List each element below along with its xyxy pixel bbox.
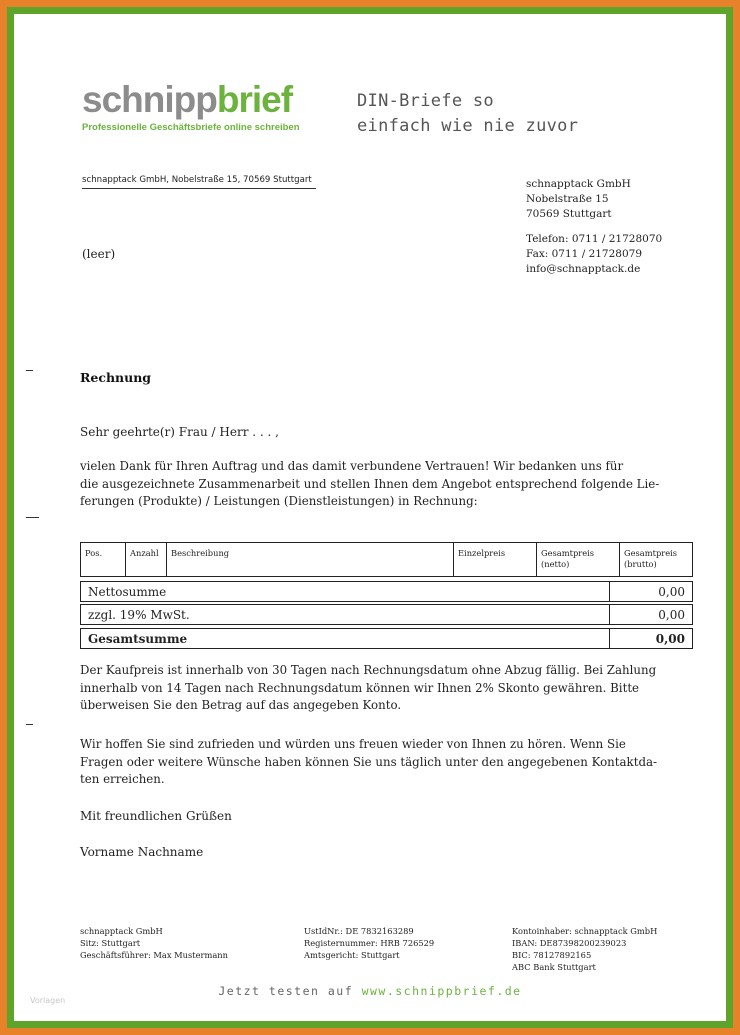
vat-label: zzgl. 19% MwSt.: [88, 608, 190, 622]
logo-wordmark: [82, 80, 300, 120]
footer-line: Geschäftsführer: Max Mustermann: [80, 950, 228, 960]
fold-mark-bottom: [26, 724, 33, 725]
company-info-block: [526, 177, 662, 277]
payment-terms-paragraph: [80, 662, 692, 715]
footer-line: Amtsgericht: Stuttgart: [304, 950, 400, 960]
footer-line: schnapptack GmbH: [80, 926, 163, 936]
col-header-total-gross: Gesamtpreis (brutto): [620, 543, 693, 577]
col-header-quantity: Anzahl: [126, 543, 167, 577]
col-header-description: Beschreibung: [167, 543, 454, 577]
net-total-label: Nettosumme: [88, 585, 167, 599]
grand-total-label: Gesamtsumme: [88, 632, 188, 646]
slogan-line-1: DIN-Briefe so: [357, 91, 494, 111]
vat-value: 0,00: [658, 608, 685, 622]
letter-subject: Rechnung: [80, 370, 152, 385]
promo-url-link[interactable]: www.schnippbrief.de: [361, 984, 522, 998]
invoice-items-table: [80, 542, 693, 577]
schnippbrief-logo: [82, 80, 300, 133]
logo-word-gray: schnipp: [82, 79, 217, 120]
logo-word-green: brief: [216, 79, 293, 120]
footer-line: Sitz: Stuttgart: [80, 938, 141, 948]
col-header-unit-price: Einzelpreis: [454, 543, 537, 577]
closing-line: Wir hoffen Sie sind zufrieden und würden uns freuen wieder von Ihnen zu hören. Wenn Sie: [80, 737, 626, 751]
slogan-line-2: einfach wie nie zuvor: [357, 116, 579, 136]
sender-return-line: schnapptack GmbH, Nobelstraße 15, 70569 Stuttgart: [82, 175, 316, 189]
company-fax: Fax: 0711 / 21728079: [526, 248, 643, 260]
grand-total-row: [80, 628, 693, 649]
footer-line: BIC: 78127892165: [512, 950, 592, 960]
inner-green-frame: [7, 7, 733, 1028]
col-header-pos: Pos.: [81, 543, 126, 577]
footer-line: IBAN: DE87398200239023: [512, 938, 627, 948]
company-street: Nobelstraße 15: [526, 193, 609, 205]
vat-row: [80, 604, 693, 625]
signature-name: Vorname Nachname: [80, 845, 204, 859]
grand-total-value: 0,00: [655, 632, 685, 646]
footer-line: Registernummer: HRB 726529: [304, 938, 435, 948]
promo-prefix: Jetzt testen auf: [218, 984, 362, 998]
recipient-address: (leer): [82, 247, 116, 261]
company-city: 70569 Stuttgart: [526, 208, 612, 220]
promo-footer: [0, 984, 740, 998]
salutation: Sehr geehrte(r) Frau / Herr . . . ,: [80, 425, 279, 439]
payment-line: innerhalb von 14 Tagen nach Rechnungsdatum können wir Ihnen 2% Skonto gewähren. Bitte: [80, 680, 640, 695]
slogan: [357, 89, 578, 139]
closing-line: Fragen oder weitere Wünsche haben können Sie uns täglich unter den angegebenen Kontaktda-: [80, 754, 658, 769]
payment-line: Der Kaufpreis ist innerhalb von 30 Tagen nach Rechnungsdatum ohne Abzug fällig. Bei Zahlung: [80, 663, 657, 677]
company-name: schnapptack GmbH: [526, 178, 631, 190]
closing-line: ten erreichen.: [80, 772, 165, 786]
payment-line: überweisen Sie den Betrag auf das angegeben Konto.: [80, 698, 402, 712]
col-header-total-net: Gesamtpreis (netto): [537, 543, 620, 577]
company-email: info@schnapptack.de: [526, 263, 641, 275]
watermark: Vorlagen: [30, 996, 66, 1005]
footer-line: ABC Bank Stuttgart: [512, 962, 596, 972]
intro-line: die ausgezeichnete Zusammenarbeit und stellen Ihnen dem Angebot entsprechend folgende Lie-: [80, 476, 660, 491]
net-total-row: [80, 581, 693, 602]
fold-mark-top: [26, 370, 33, 371]
footer-register-column: [304, 925, 434, 961]
logo-tagline: Professionelle Geschäftsbriefe online schreiben: [82, 122, 300, 133]
footer-company-column: [80, 925, 228, 961]
intro-line: vielen Dank für Ihren Auftrag und das damit verbundene Vertrauen! Wir bedanken uns für: [80, 459, 624, 473]
closing-paragraph: [80, 736, 692, 789]
table-header-row: [81, 543, 693, 577]
footer-line: Kontoinhaber: schnapptack GmbH: [512, 926, 658, 936]
net-total-value: 0,00: [658, 585, 685, 599]
greeting: Mit freundlichen Grüßen: [80, 809, 232, 823]
intro-paragraph: [80, 458, 692, 511]
footer-bank-column: [512, 925, 657, 973]
intro-line: ferungen (Produkte) / Leistungen (Dienstleistungen) in Rechnung:: [80, 494, 478, 508]
punch-mark: [26, 517, 39, 518]
company-phone: Telefon: 0711 / 21728070: [526, 233, 663, 245]
footer-line: UstIdNr.: DE 7832163289: [304, 926, 414, 936]
